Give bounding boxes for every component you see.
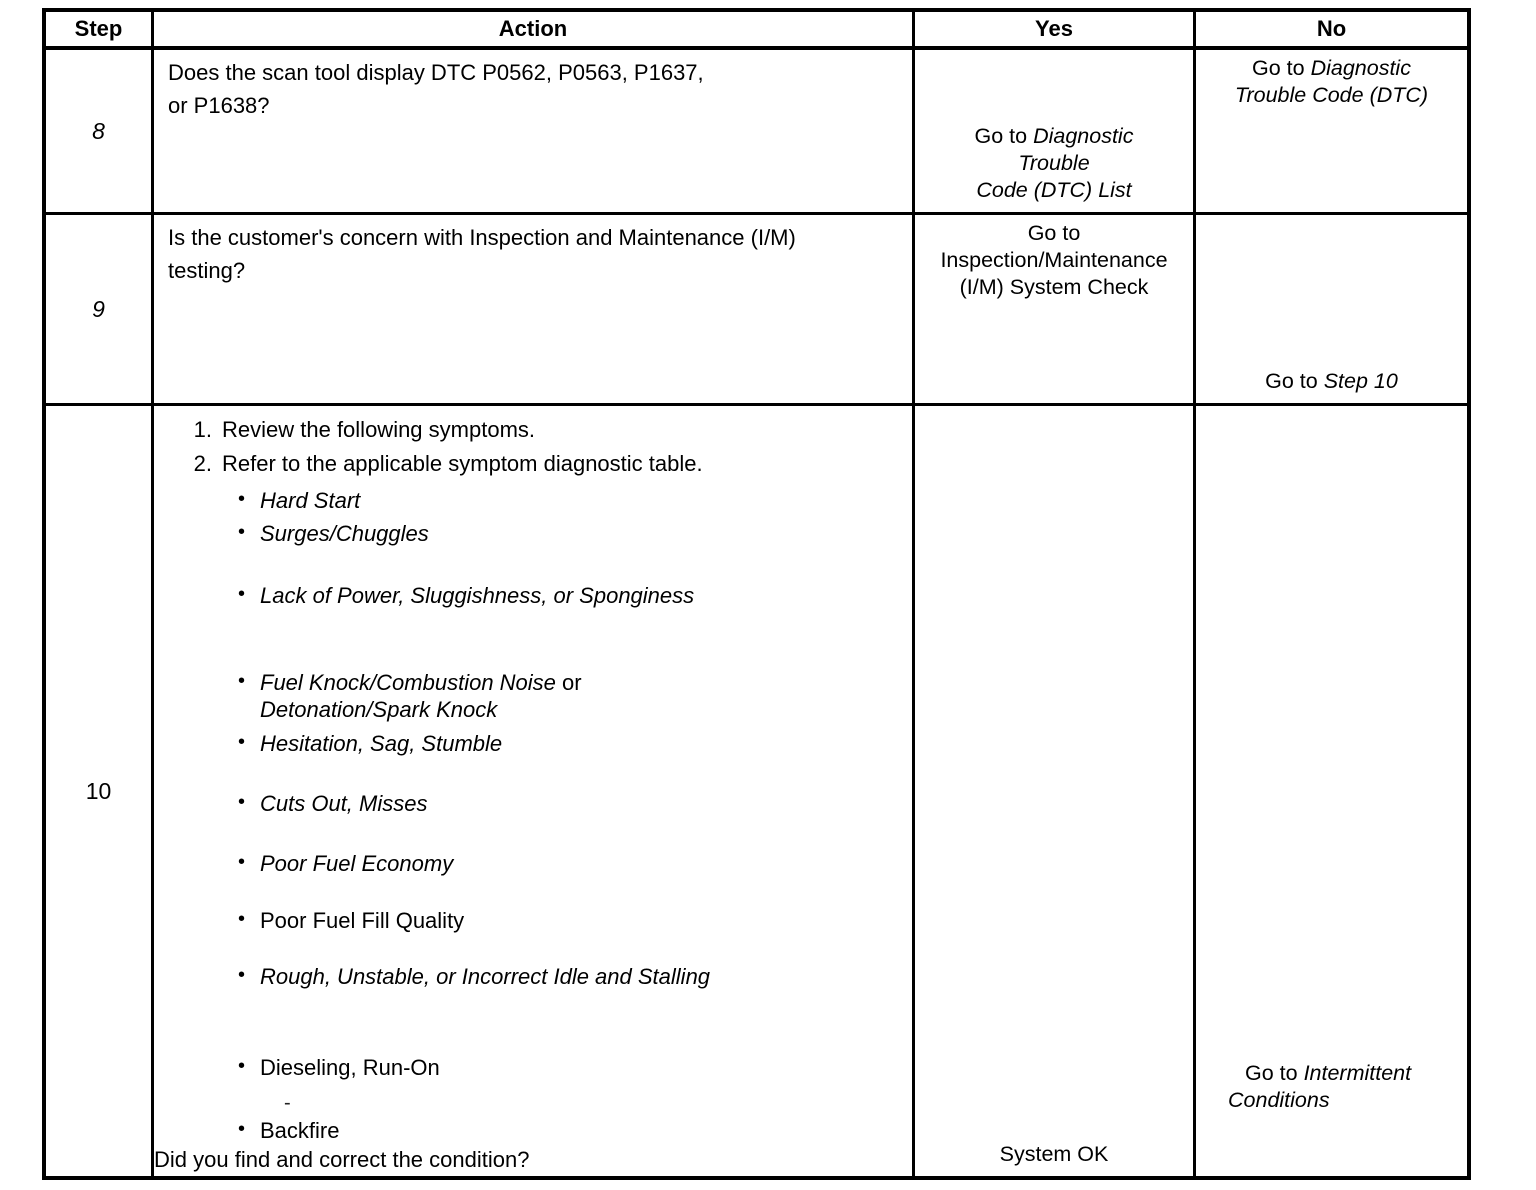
bullet-icon: • [238, 791, 246, 813]
diagnostic-table [42, 8, 1471, 1180]
step-9-number: 9 [46, 215, 154, 403]
bullet-icon: • [238, 488, 246, 510]
bullet-icon: • [238, 1055, 246, 1077]
header-cell-yes [915, 12, 1196, 46]
step-9-action [154, 215, 915, 403]
step-8-number: 8 [46, 50, 154, 212]
step-10-action: 1. Review the following symptoms. 2. Refer to the applicable symptom diagnostic table. • Hard Start • Surges/Chuggles • Lack of Power, Sluggishness, or Sponginess • Fuel Knock/Combustion Noise or Detonation/Spark Knock • Hesitation, Sag, Stumble • Cuts Out, Misses • Poor Fuel Economy • Poor Fuel Fill Quality • Rough, Unstable, or Incorrect Idle and Stalling • Dieseling, Run-On - • Backfire Did you find and correct the condition? [154, 406, 915, 1176]
header-action-label: Action [498, 16, 568, 41]
step-10-no [1196, 406, 1467, 1176]
list-number-2: 2. [193, 451, 212, 476]
step-10-closing-question: Did you find and correct the condition? [154, 1147, 530, 1172]
step-8-action [154, 50, 915, 212]
header-cell-no [1196, 12, 1467, 46]
header-step-label: Step [74, 16, 123, 41]
symptom-fuel-knock-line-2: Detonation/Spark Knock [260, 697, 498, 722]
step-8-question-line-1: Does the scan tool display DTC P0562, P0563, P1637, [168, 60, 704, 85]
step-8-question-line-2: or P1638? [168, 93, 270, 118]
step-8-yes-line-2: Trouble [1018, 151, 1090, 175]
list-number-1: 1. [193, 417, 212, 442]
table-row-step-9 [46, 215, 1467, 406]
step-9-yes-line-2: Inspection/Maintenance [940, 248, 1168, 272]
header-cell-action [154, 12, 915, 46]
step-10-yes [915, 406, 1196, 1176]
step-8-yes-line-1: Go to Diagnostic [974, 124, 1134, 148]
header-no-label: No [1316, 16, 1347, 41]
bullet-icon: • [238, 964, 246, 986]
header-cell-step [46, 12, 154, 46]
bullet-icon: • [238, 731, 246, 753]
step-9-question-line-2: testing? [168, 258, 246, 283]
step-10-yes-result: System OK [999, 1142, 1109, 1166]
step-10-number: 10 [46, 406, 154, 1176]
scan-artifact-dash: - [284, 1092, 291, 1114]
step-9-yes [915, 215, 1196, 403]
step-10-no-line-1: Go to Intermittent [1245, 1061, 1412, 1085]
step-9-yes-line-1: Go to [1027, 221, 1081, 245]
step-9-question-line-1: Is the customer's concern with Inspection and Maintenance (I/M) [168, 225, 796, 250]
step-8-yes-line-3: Code (DTC) List [976, 178, 1132, 202]
bullet-icon: • [238, 521, 246, 543]
table-header-row [46, 12, 1467, 50]
step-8-no-line-1: Go to Diagnostic [1252, 56, 1411, 80]
step-9-no [1196, 215, 1467, 403]
step-8-yes [915, 50, 1196, 212]
table-row-step-10 [46, 406, 1467, 1176]
table-row-step-8 [46, 50, 1467, 215]
bullet-icon: • [238, 908, 246, 930]
step-9-no-line-1: Go to Step 10 [1265, 369, 1398, 393]
header-yes-label: Yes [1035, 16, 1073, 41]
bullet-icon: • [238, 670, 246, 692]
bullet-icon: • [238, 851, 246, 873]
step-9-yes-line-3: (I/M) System Check [959, 275, 1149, 299]
step-8-no-line-2: Trouble Code (DTC) [1234, 83, 1429, 107]
bullet-icon: • [238, 1118, 246, 1140]
step-10-no-line-2: Conditions [1228, 1088, 1330, 1112]
step-8-no [1196, 50, 1467, 212]
bullet-icon: • [238, 583, 246, 605]
